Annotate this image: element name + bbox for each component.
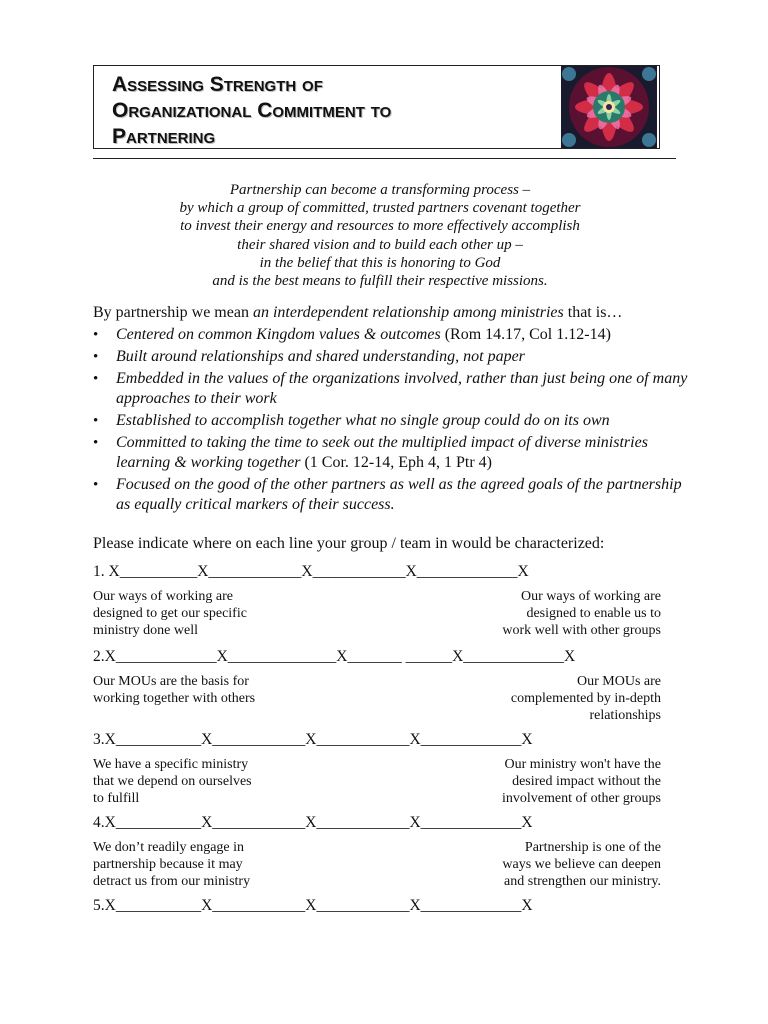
list-item-reference: (Rom 14.17, Col 1.12-14) (440, 326, 611, 343)
descriptor-line: Our MOUs are (577, 674, 661, 689)
list-item (93, 347, 693, 367)
descriptor-line: We have a specific ministry (93, 757, 249, 772)
descriptor-line: involvement of other groups (501, 790, 661, 806)
descriptor-line: Our ways of working are (93, 589, 233, 604)
quote-line: Partnership can become a transforming process – (229, 182, 531, 198)
descriptor-line: We don’t readily engage in (93, 840, 245, 855)
title-line-3: Partnering (112, 125, 216, 148)
definition-prefix: By partnership we mean (93, 304, 253, 321)
bullet-icon: • (93, 413, 99, 429)
descriptor-line: Our ministry won't have the (504, 757, 661, 772)
list-item-italic: Committed to taking the time to seek out the multiplied impact of diverse ministries learning & working together (116, 434, 648, 471)
rating-scale-5[interactable]: 5.X___________X____________X____________X_____________X (93, 897, 533, 914)
kaleidoscope-image (561, 66, 657, 148)
left-descriptor (93, 757, 313, 807)
descriptor-line: designed to enable us to (526, 605, 661, 621)
descriptor-line: Our ways of working are (521, 589, 661, 604)
left-descriptor (93, 840, 313, 890)
descriptor-line: ways we believe can deepen (502, 856, 661, 872)
characteristics-list (93, 325, 693, 517)
bullet-icon: • (93, 477, 99, 493)
descriptor-line: detract us from our ministry (93, 873, 251, 889)
descriptor-line: designed to get our specific (93, 605, 247, 621)
list-item (93, 325, 693, 345)
descriptor-line: complemented by in-depth (510, 690, 661, 706)
list-item (93, 475, 693, 515)
list-item (93, 433, 693, 473)
header-divider (93, 158, 676, 159)
bullet-icon: • (93, 349, 99, 365)
quote-line: their shared vision and to build each other up – (237, 236, 523, 253)
list-item-italic: Focused on the good of the other partners as well as the agreed goals of the partnership as equally critical markers of their success. (116, 476, 682, 513)
descriptor-line: work well with other groups (502, 622, 661, 638)
list-item-italic: Embedded in the values of the organizations involved, rather than just being one of many approaches to their work (116, 370, 688, 407)
title-line-2: Organizational Commitment to (112, 99, 392, 122)
list-item (93, 369, 693, 409)
rating-scale-3[interactable]: 3.X___________X____________X____________X_____________X (93, 731, 533, 748)
quote-line: in the belief that this is honoring to God (259, 254, 501, 271)
descriptor-line: desired impact without the (512, 773, 661, 789)
rating-scale-1[interactable]: 1. X__________X____________X____________X_____________X (93, 563, 529, 580)
descriptor-line: relationships (589, 707, 661, 723)
definition-suffix: that is… (563, 304, 623, 321)
descriptor-line: and strengthen our ministry. (504, 873, 661, 889)
left-descriptor (93, 674, 313, 708)
quote-line: and is the best means to fulfill their respective missions. (212, 273, 548, 290)
descriptor-line: ministry done well (93, 622, 198, 638)
instruction-text: Please indicate where on each line your group / team in would be characterized: (93, 535, 605, 552)
right-descriptor (431, 674, 661, 724)
title-line-1: Assessing Strength of (112, 73, 323, 96)
descriptor-line: to fulfill (93, 790, 140, 806)
descriptor-line: working together with others (93, 690, 256, 706)
quote-line: by which a group of committed, trusted partners covenant together (179, 200, 581, 217)
list-item-italic: Built around relationships and shared understanding, not paper (116, 348, 525, 365)
descriptor-line: that we depend on ourselves (93, 773, 252, 789)
right-descriptor (431, 840, 661, 890)
left-descriptor (93, 589, 313, 639)
rating-scale-4[interactable]: 4.X___________X____________X____________X_____________X (93, 814, 533, 831)
bullet-icon: • (93, 435, 99, 451)
list-item-italic: Centered on common Kingdom values & outcomes (116, 326, 441, 343)
list-item-italic: Established to accomplish together what no single group could do on its own (116, 412, 610, 429)
list-item-reference: (1 Cor. 12-14, Eph 4, 1 Ptr 4) (300, 454, 492, 471)
right-descriptor (431, 757, 661, 807)
list-item (93, 411, 693, 431)
partnership-quote (100, 181, 660, 290)
quote-line: to invest their energy and resources to more effectively accomplish (180, 218, 580, 235)
bullet-icon: • (93, 371, 99, 387)
right-descriptor (431, 589, 661, 639)
descriptor-line: partnership because it may (93, 856, 243, 872)
definition-emphasis: an interdependent relationship among ministries (252, 304, 564, 321)
definition-paragraph (93, 303, 693, 323)
page-title (112, 72, 552, 150)
descriptor-line: Our MOUs are the basis for (93, 674, 249, 689)
bullet-icon: • (93, 327, 99, 343)
descriptor-line: Partnership is one of the (524, 840, 661, 855)
rating-scale-2[interactable]: 2.X_____________X______________X_______ ______X_____________X (93, 648, 576, 665)
